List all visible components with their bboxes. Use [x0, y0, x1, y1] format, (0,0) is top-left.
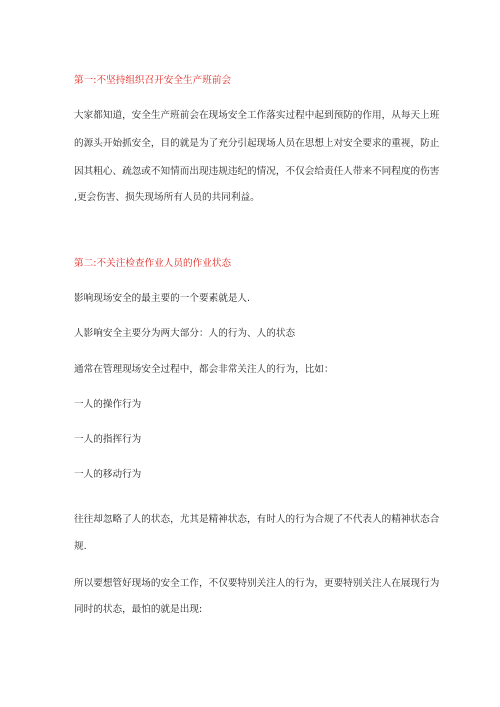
list-item: 一人的移动行为 [74, 469, 142, 480]
section2-paragraph: 通常在管理现场安全过程中，都会非常关注人的行为，比如： [74, 364, 334, 375]
section1-line: ,更会伤害、损失现场所有人员的共同利益。 [74, 192, 260, 203]
section1-heading: 第一:不坚持组织召开安全生产班前会 [74, 75, 232, 86]
section2-paragraph-line: 规. [74, 541, 87, 552]
section2-paragraph-line: 同时的状态，最怕的就是出现: [74, 604, 203, 615]
section2-paragraph-line: 往往却忽略了人的状态，尤其是精神状态，有时人的行为合规了不代表人的精神状态合 [74, 514, 440, 525]
section2-paragraph-line: 所以要想管好现场的安全工作，不仅要特别关注人的行为，更要特别关注人在展现行为 [74, 578, 440, 589]
section2-heading: 第二:不关注检查作业人员的作业状态 [74, 258, 232, 269]
section2-paragraph: 人影响安全主要分为两大部分：人的行为、人的状态 [74, 328, 296, 339]
section1-line: 的源头开始抓安全，目的就是为了充分引起现场人员在思想上对安全要求的重视，防止 [74, 138, 440, 149]
section1-line: 因其粗心、疏忽或不知情而出现违规违纪的情况，不仅会给责任人带来不同程度的伤害 [74, 166, 440, 177]
section2-paragraph: 影响现场安全的最主要的一个要素就是人. [74, 293, 251, 304]
section1-line: 大家都知道，安全生产班前会在现场安全工作落实过程中起到预防的作用，从每天上班 [74, 110, 440, 121]
list-item: 一人的操作行为 [74, 399, 142, 410]
list-item: 一人的指挥行为 [74, 434, 142, 445]
